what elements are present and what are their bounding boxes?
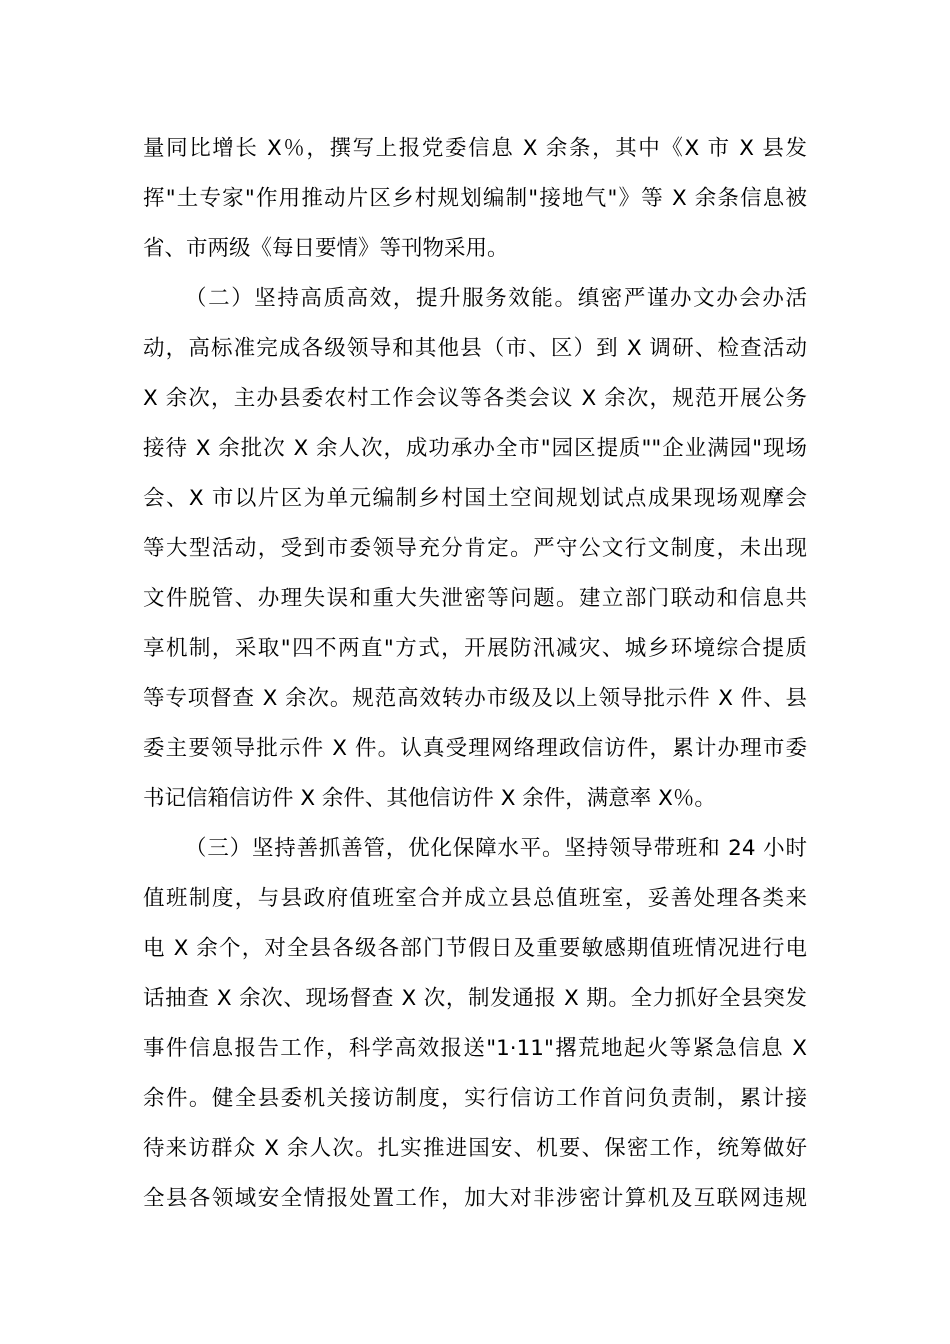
text-line-10: 文件脱管、办理失误和重大失泄密等问题。建立部门联动和信息共 <box>143 586 807 611</box>
text-line-7: 接待 X 余批次 X 余人次，成功承办全市"园区提质""企业满园"现场 <box>143 436 807 461</box>
text-line-12: 等专项督查 X 余次。规范高效转办市级及以上领导批示件 X 件、县 <box>143 686 807 711</box>
text-line-9: 等大型活动，受到市委领导充分肯定。严守公文行文制度，未出现 <box>143 536 807 561</box>
text-line-8: 会、X 市以片区为单元编制乡村国土空间规划试点成果现场观摩会 <box>143 486 807 511</box>
text-line-1: 量同比增长 X％，撰写上报党委信息 X 余条，其中《X 市 X 县发 <box>143 136 807 161</box>
text-line-20: 余件。健全县委机关接访制度，实行信访工作首问负责制，累计接 <box>143 1086 807 1111</box>
text-line-2: 挥"土专家"作用推动片区乡村规划编制"接地气"》等 X 余条信息被 <box>143 186 807 211</box>
text-line-5: 动，高标准完成各级领导和其他县（市、区）到 X 调研、检查活动 <box>143 336 807 361</box>
text-line-22: 全县各领域安全情报处置工作，加大对非涉密计算机及互联网违规 <box>143 1186 807 1211</box>
text-line-21: 待来访群众 X 余人次。扎实推进国安、机要、保密工作，统筹做好 <box>143 1136 807 1161</box>
text-line-19: 事件信息报告工作，科学高效报送"1·11"撂荒地起火等紧急信息 X <box>143 1036 807 1061</box>
text-line-14: 书记信箱信访件 X 余件、其他信访件 X 余件，满意率 X％。 <box>143 786 716 811</box>
text-line-11: 享机制，采取"四不两直"方式，开展防汛减灾、城乡环境综合提质 <box>143 636 807 661</box>
text-line-13: 委主要领导批示件 X 件。认真受理网络理政信访件，累计办理市委 <box>143 736 807 761</box>
text-line-3: 省、市两级《每日要情》等刊物采用。 <box>143 236 509 261</box>
text-line-18: 话抽查 X 余次、现场督查 X 次，制发通报 X 期。全力抓好全县突发 <box>143 986 807 1011</box>
section-2-heading-line: （二）坚持高质高效，提升服务效能。缜密严谨办文办会办活 <box>185 286 807 311</box>
text-line-16: 值班制度，与县政府值班室合并成立县总值班室，妥善处理各类来 <box>143 886 807 911</box>
section-3-heading-line: （三）坚持善抓善管，优化保障水平。坚持领导带班和 24 小时 <box>185 836 807 861</box>
text-line-6: X 余次，主办县委农村工作会议等各类会议 X 余次，规范开展公务 <box>143 386 807 411</box>
text-line-17: 电 X 余个，对全县各级各部门节假日及重要敏感期值班情况进行电 <box>143 936 807 961</box>
